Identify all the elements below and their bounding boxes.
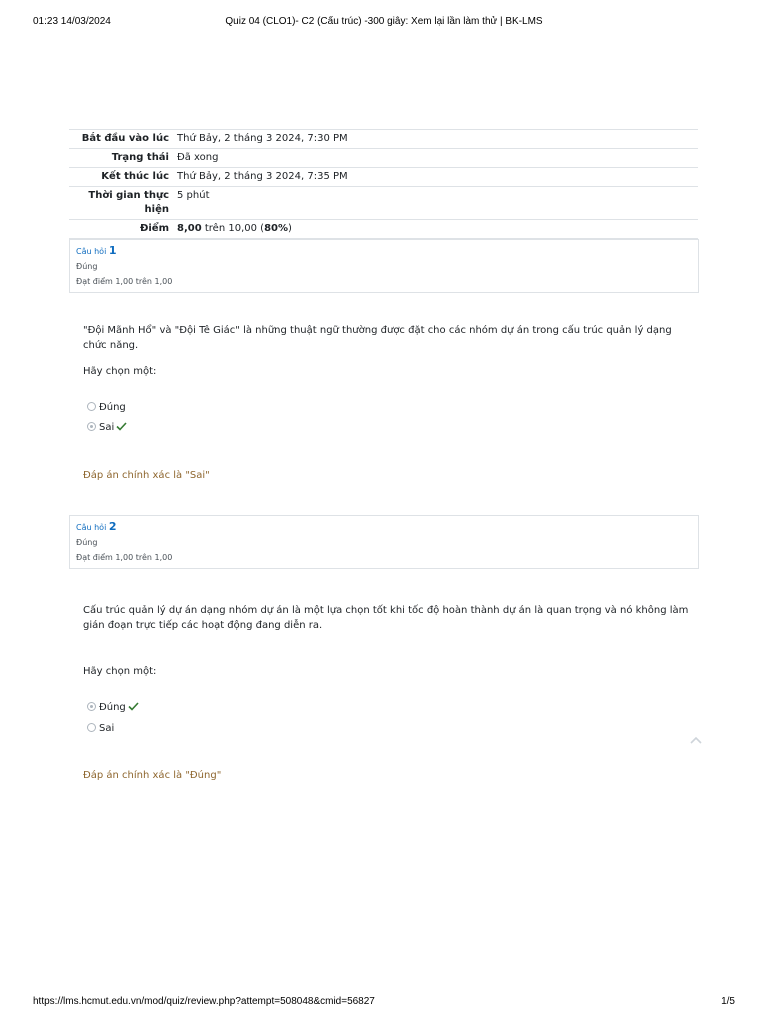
question-info-2 (69, 515, 699, 569)
question-mark: Đạt điểm 1,00 trên 1,00 (76, 277, 173, 286)
summary-value: 5 phút (173, 187, 698, 220)
question-number (76, 244, 692, 257)
option-label: Đúng (99, 402, 126, 413)
print-footer (33, 996, 735, 1010)
question-text: "Đội Mãnh Hổ" và "Đội Tê Giác" là những thuật ngữ thường được đặt cho các nhóm dự án trong cấu trúc quản lý dạng chức năng. (83, 325, 672, 351)
print-page-number: 1/5 (721, 996, 735, 1007)
summary-row (69, 187, 698, 220)
grade-score: 8,00 (177, 223, 202, 234)
summary-row (69, 130, 698, 149)
summary-value: Thứ Bảy, 2 tháng 3 2024, 7:30 PM (173, 130, 698, 149)
option-label: Sai (99, 723, 115, 734)
check-icon (116, 422, 127, 431)
question-number-value: 2 (108, 520, 117, 533)
answer-prompt: Hãy chọn một: (83, 366, 157, 377)
summary-row (69, 168, 698, 187)
grade-percent: 80% (264, 223, 288, 234)
attempt-summary-table (69, 129, 698, 239)
question-prefix: Câu hỏi (76, 523, 109, 532)
print-url: https://lms.hcmut.edu.vn/mod/quiz/review.php?attempt=508048&cmid=56827 (33, 996, 375, 1007)
summary-label: Bắt đầu vào lúc (69, 130, 173, 149)
option-label: Đúng (99, 702, 126, 713)
question-text: Cấu trúc quản lý dự án dạng nhóm dự án là một lựa chọn tốt khi tốc độ hoàn thành dự án là quan trọng và nó không làm gián đoạn trực tiếp các hoạt động đang diễn ra. (83, 605, 689, 631)
chevron-up-icon[interactable] (689, 735, 703, 745)
print-title: Quiz 04 (CLO1)- C2 (Cấu trúc) -300 giây: Xem lại lần làm thử | BK-LMS (225, 16, 543, 27)
grade-middle: trên 10,00 ( (201, 223, 265, 234)
question-state: Đúng (76, 262, 98, 271)
grade-end: ) (288, 223, 292, 234)
option-label: Sai (99, 422, 115, 433)
radio-button[interactable] (87, 723, 96, 732)
summary-label: Kết thúc lúc (69, 168, 173, 187)
summary-value: Thứ Bảy, 2 tháng 3 2024, 7:35 PM (173, 168, 698, 187)
correct-answer-feedback: Đáp án chính xác là "Sai" (83, 470, 210, 481)
correct-answer-feedback: Đáp án chính xác là "Đúng" (83, 770, 222, 781)
radio-button-selected[interactable] (87, 422, 96, 431)
question-info-1 (69, 239, 699, 293)
radio-button[interactable] (87, 402, 96, 411)
summary-label: Trạng thái (69, 149, 173, 168)
summary-row (69, 149, 698, 168)
answer-option-selected[interactable] (87, 421, 127, 435)
answer-option-selected[interactable] (87, 701, 139, 715)
answer-option[interactable] (87, 722, 114, 736)
print-datetime: 01:23 14/03/2024 (33, 16, 111, 27)
question-mark: Đạt điểm 1,00 trên 1,00 (76, 553, 173, 562)
check-icon (128, 702, 139, 711)
question-prefix: Câu hỏi (76, 247, 109, 256)
summary-label: Điểm (69, 220, 173, 239)
question-state: Đúng (76, 538, 98, 547)
radio-button-selected[interactable] (87, 702, 96, 711)
answer-option[interactable] (87, 401, 126, 415)
question-number (76, 520, 692, 533)
summary-label: Thời gian thực hiện (69, 187, 173, 220)
summary-row-grade (69, 220, 698, 239)
answer-prompt: Hãy chọn một: (83, 666, 157, 677)
summary-value: Đã xong (173, 149, 698, 168)
question-number-value: 1 (108, 244, 117, 257)
grade-value (173, 220, 698, 239)
print-header (33, 16, 735, 30)
